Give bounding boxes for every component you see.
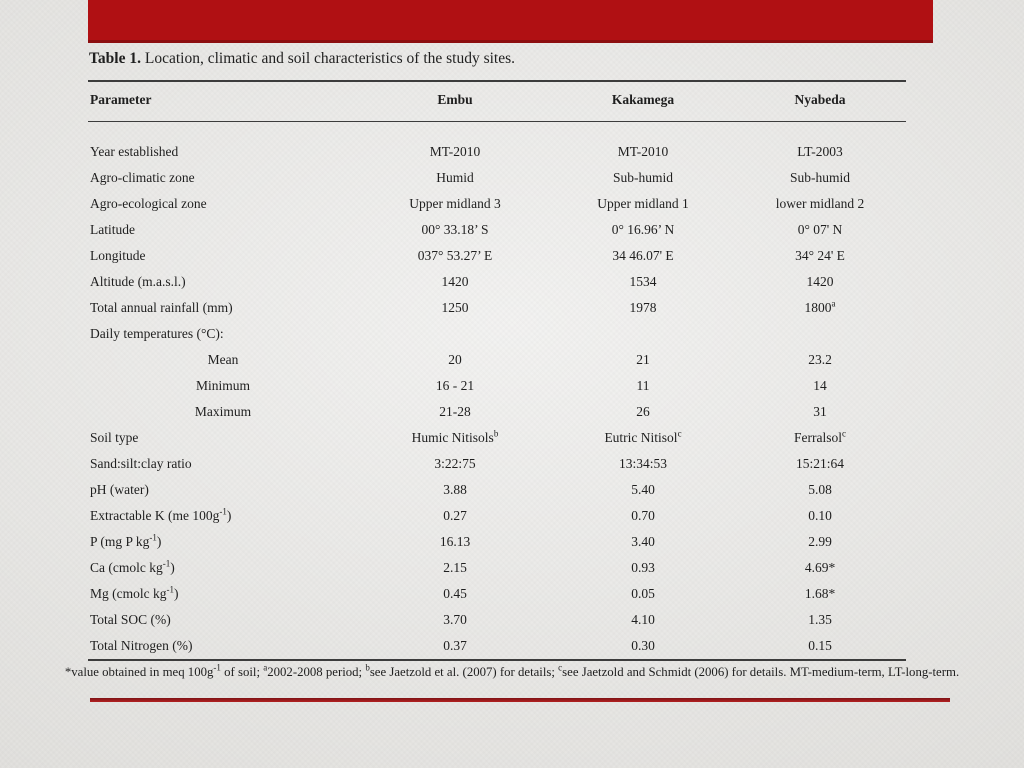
value-cell: MT-2010 bbox=[617, 144, 669, 159]
value-cell: Upper midland 3 bbox=[409, 196, 501, 211]
value-cell: Upper midland 1 bbox=[597, 196, 689, 211]
table-caption-label: Table 1. bbox=[89, 50, 141, 67]
value-cell: 1420 bbox=[441, 274, 469, 289]
top-red-banner bbox=[88, 0, 933, 43]
parameter-cell: Minimum bbox=[195, 378, 250, 393]
table-row bbox=[88, 633, 906, 660]
table-row bbox=[88, 555, 906, 581]
value-cell: Humid bbox=[436, 170, 474, 185]
parameter-cell: Latitude bbox=[90, 222, 135, 237]
table-row bbox=[88, 607, 906, 633]
value-cell: LT-2003 bbox=[797, 144, 843, 159]
value-cell: 0.10 bbox=[808, 508, 832, 523]
value-cell: lower midland 2 bbox=[775, 196, 865, 211]
footnote: *value obtained in meq $100g^{-1}$ of soil; $^a$2002-2008 period; $^b$see Jaetzold et al. (2007) for details; $^c$see Jaetzold and Schmidt (2006) for details. MT-medium-term, LT-long-term. bbox=[64, 662, 960, 679]
value-cell: 037° 53.27’ E bbox=[417, 248, 493, 263]
value-cell: 3.88 bbox=[443, 482, 467, 497]
value-cell: 26 bbox=[636, 404, 650, 419]
table-row bbox=[88, 243, 906, 269]
value-cell: 1534 bbox=[629, 274, 657, 289]
parameter-cell: Mg (cmolc $kg^{-1}$) bbox=[90, 584, 179, 601]
table-row bbox=[88, 503, 906, 529]
value-cell: MT-2010 bbox=[429, 144, 481, 159]
value-cell bbox=[552, 321, 734, 347]
table-row bbox=[88, 165, 906, 191]
value-cell: 4.10 bbox=[631, 612, 655, 627]
parameter-cell: Maximum bbox=[194, 404, 252, 419]
parameter-cell: Altitude (m.a.s.l.) bbox=[90, 274, 186, 289]
value-cell: 2.15 bbox=[443, 560, 467, 575]
value-cell: 21-28 bbox=[439, 404, 471, 419]
study-sites-table bbox=[88, 80, 906, 661]
parameter-cell: pH (water) bbox=[90, 482, 149, 497]
table-row bbox=[88, 373, 906, 399]
value-cell: 11 bbox=[636, 378, 650, 393]
value-cell: 1.35 bbox=[808, 612, 832, 627]
value-cell: 5.08 bbox=[808, 482, 832, 497]
value-cell: 13:34:53 bbox=[618, 456, 667, 471]
value-cell bbox=[734, 321, 906, 347]
value-cell: 1800$^a$ bbox=[804, 298, 836, 315]
table-row bbox=[88, 269, 906, 295]
value-cell: 00° 33.18’ S bbox=[421, 222, 489, 237]
parameter-cell: Total Nitrogen (%) bbox=[90, 638, 193, 653]
table-row bbox=[88, 451, 906, 477]
value-cell: 0.15 bbox=[808, 638, 832, 653]
table-row bbox=[88, 191, 906, 217]
value-cell: 4.69* bbox=[804, 560, 836, 575]
table-row bbox=[88, 399, 906, 425]
value-cell: 0.70 bbox=[631, 508, 655, 523]
value-cell: 1.68* bbox=[804, 586, 836, 601]
value-cell: 23.2 bbox=[808, 352, 832, 367]
value-cell: 31 bbox=[813, 404, 827, 419]
value-cell: Humic Nitisols$^b$ bbox=[411, 428, 499, 445]
parameter-cell: Longitude bbox=[90, 248, 146, 263]
table-caption-text: Location, climatic and soil characteristics of the study sites. bbox=[144, 50, 516, 67]
value-cell: 0.45 bbox=[443, 586, 467, 601]
value-cell: 0.05 bbox=[631, 586, 655, 601]
parameter-cell: P (mg P $kg^{-1}$) bbox=[90, 532, 162, 549]
value-cell: 3.40 bbox=[631, 534, 655, 549]
value-cell: 2.99 bbox=[808, 534, 832, 549]
table-caption bbox=[89, 49, 515, 69]
value-cell: 5.40 bbox=[631, 482, 655, 497]
table-row bbox=[88, 122, 906, 166]
table-row bbox=[88, 217, 906, 243]
value-cell bbox=[358, 321, 552, 347]
parameter-cell: Mean bbox=[207, 352, 239, 367]
value-cell: 34 46.07' E bbox=[612, 248, 674, 263]
value-cell: 3:22:75 bbox=[434, 456, 476, 471]
table-header bbox=[88, 81, 906, 122]
table-row bbox=[88, 321, 906, 347]
table-header-row bbox=[88, 81, 906, 122]
value-cell: 21 bbox=[636, 352, 650, 367]
table-row bbox=[88, 477, 906, 503]
value-cell: Sub-humid bbox=[789, 170, 850, 185]
value-cell: 0.93 bbox=[631, 560, 655, 575]
value-cell: 1420 bbox=[806, 274, 834, 289]
col-header-parameter: Parameter bbox=[88, 81, 358, 122]
table-row bbox=[88, 529, 906, 555]
parameter-cell: Total SOC (%) bbox=[90, 612, 171, 627]
value-cell: 0° 16.96’ N bbox=[611, 222, 675, 237]
parameter-cell: Agro-climatic zone bbox=[90, 170, 195, 185]
value-cell: 1978 bbox=[629, 300, 657, 315]
value-cell: 20 bbox=[448, 352, 462, 367]
value-cell: 16.13 bbox=[439, 534, 471, 549]
col-header-embu: Embu bbox=[358, 81, 552, 122]
table-body bbox=[88, 122, 906, 661]
parameter-cell: Agro-ecological zone bbox=[90, 196, 207, 211]
parameter-cell: Year established bbox=[90, 144, 179, 159]
value-cell: Ferralsol$^c$ bbox=[794, 428, 846, 445]
table-row bbox=[88, 425, 906, 451]
value-cell: Sub-humid bbox=[612, 170, 673, 185]
parameter-cell: Sand:silt:clay ratio bbox=[90, 456, 192, 471]
value-cell: 1250 bbox=[441, 300, 469, 315]
value-cell: 3.70 bbox=[443, 612, 467, 627]
value-cell: 16 - 21 bbox=[435, 378, 475, 393]
value-cell: 15:21:64 bbox=[795, 456, 844, 471]
value-cell: 0.37 bbox=[443, 638, 467, 653]
col-header-kakamega: Kakamega bbox=[552, 81, 734, 122]
col-header-nyabeda: Nyabeda bbox=[734, 81, 906, 122]
parameter-cell: Daily temperatures (°C): bbox=[90, 326, 224, 341]
bottom-red-line bbox=[90, 698, 950, 702]
parameter-cell: Extractable K (me $100g^{-1}$) bbox=[90, 506, 232, 523]
value-cell: 0.30 bbox=[631, 638, 655, 653]
parameter-cell: Soil type bbox=[90, 430, 139, 445]
value-cell: Eutric Nitisol$^c$ bbox=[604, 428, 682, 445]
value-cell: 34° 24' E bbox=[795, 248, 845, 263]
parameter-cell: Total annual rainfall (mm) bbox=[90, 300, 233, 315]
parameter-cell: Ca (cmolc $kg^{-1}$) bbox=[90, 558, 175, 575]
value-cell: 14 bbox=[813, 378, 827, 393]
value-cell: 0.27 bbox=[443, 508, 467, 523]
table-row bbox=[88, 295, 906, 321]
table-row bbox=[88, 581, 906, 607]
value-cell: 0° 07' N bbox=[797, 222, 843, 237]
table-row bbox=[88, 347, 906, 373]
